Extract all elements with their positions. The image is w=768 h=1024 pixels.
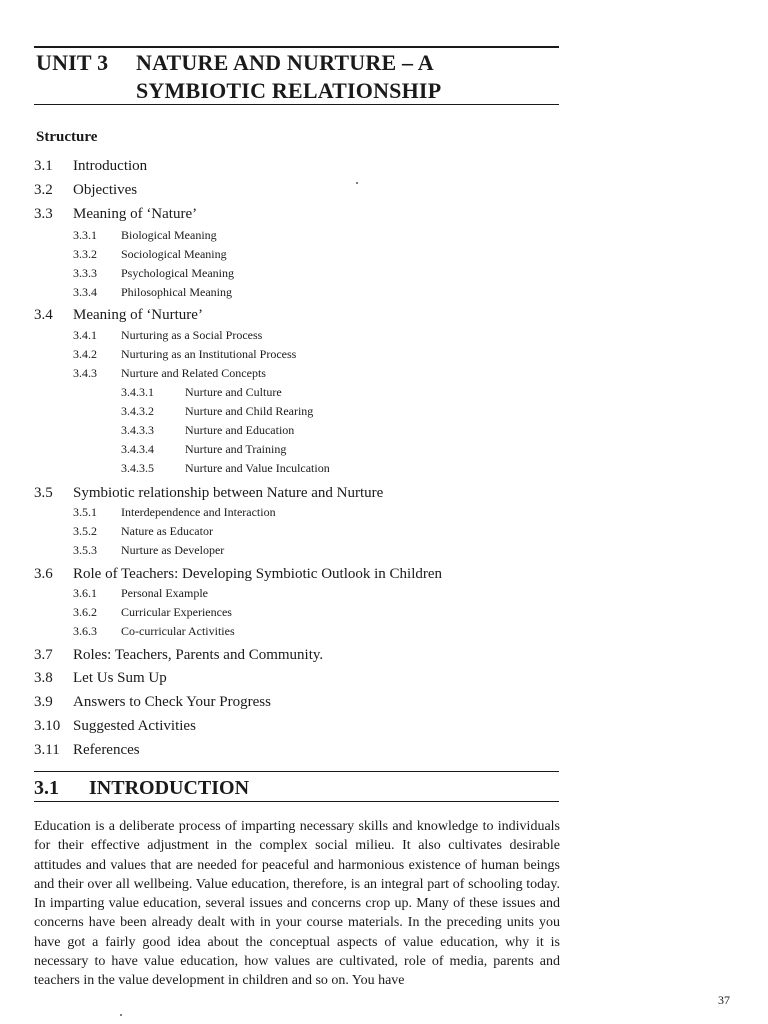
toc-title: Answers to Check Your Progress [73,694,271,710]
toc-number: 3.4.1 [73,328,97,342]
scan-speck [120,1014,122,1016]
toc-title: Nurture and Training [185,442,287,456]
unit-number: UNIT 3 [36,50,109,75]
toc-title: Sociological Meaning [121,247,227,261]
unit-bottom-rule [34,104,559,105]
toc-title: Psychological Meaning [121,266,234,280]
toc-title: Personal Example [121,586,208,600]
section-title: INTRODUCTION [89,777,250,799]
toc-number: 3.6 [34,566,53,582]
page-number: 37 [718,993,730,1007]
toc-number: 3.1 [34,158,53,174]
toc-number: 3.7 [34,647,53,663]
toc-title: Interdependence and Interaction [121,505,276,519]
toc-title: Co-curricular Activities [121,624,235,638]
toc-title: Roles: Teachers, Parents and Community. [73,647,324,663]
section-number: 3.1 [34,777,59,799]
toc-number: 3.6.1 [73,586,97,600]
toc-title: Objectives [73,182,138,198]
toc-title: Nurture and Child Rearing [185,404,314,418]
section-top-rule [34,771,559,772]
toc-number: 3.4.3.2 [121,404,154,418]
toc-title: Philosophical Meaning [121,285,232,299]
toc-number: 3.4.2 [73,347,97,361]
toc-title: Nurture as Developer [121,543,225,557]
toc-title: Role of Teachers: Developing Symbiotic Outlook in Children [73,566,443,582]
toc-title: Biological Meaning [121,228,217,242]
toc-title: Let Us Sum Up [73,670,167,686]
toc-number: 3.5.2 [73,524,97,538]
toc-number: 3.5 [34,485,53,501]
toc-number: 3.4 [34,307,53,323]
toc-title: Nurturing as a Social Process [121,328,263,342]
toc-number: 3.2 [34,182,53,198]
toc-title: References [73,742,140,758]
toc-number: 3.8 [34,670,53,686]
toc-number: 3.3 [34,206,53,222]
scan-speck [356,182,358,184]
toc-title: Nurture and Related Concepts [121,366,266,380]
toc-number: 3.11 [34,742,60,758]
unit-title-line-2: SYMBIOTIC RELATIONSHIP [136,78,442,103]
toc-number: 3.3.2 [73,247,97,261]
unit-top-rule [34,46,559,48]
toc-number: 3.3.4 [73,285,97,299]
toc-number: 3.4.3.5 [121,461,154,475]
toc-number: 3.3.1 [73,228,97,242]
toc-title: Curricular Experiences [121,605,232,619]
toc-number: 3.5.1 [73,505,97,519]
unit-title-line-1: NATURE AND NURTURE – A [136,50,434,75]
toc-title: Nurture and Education [185,423,295,437]
toc-number: 3.6.3 [73,624,97,638]
toc-number: 3.4.3.3 [121,423,154,437]
toc-number: 3.9 [34,694,53,710]
toc-number: 3.4.3.1 [121,385,154,399]
toc-title: Introduction [73,158,148,174]
toc-number: 3.6.2 [73,605,97,619]
structure-heading: Structure [36,129,98,145]
toc-title: Nurturing as an Institutional Process [121,347,297,361]
toc-title: Meaning of ‘Nature’ [73,206,198,222]
toc-title: Nurture and Value Inculcation [185,461,330,475]
toc-number: 3.4.3.4 [121,442,154,456]
toc-title: Meaning of ‘Nurture’ [73,307,203,323]
toc-number: 3.5.3 [73,543,97,557]
section-body-paragraph: Education is a deliberate process of imparting necessary skills and knowledge to individuals for their effective adjustment in the complex social milieu. It also cultivates desirable attitudes and values that are needed for peaceful and harmonious existence of human beings and their over all wellbeing. Value education, therefore, is an integral part of schooling today. In imparting value education, several issues and concerns crop up. Many of these issues and concerns have been already dealt with in your course materials. In the preceding units you have got a fairly good idea about the conceptual aspects of value education, why it is necessary to have value education, how values are cultivated, role of media, parents and teachers in the value development in children and so on. You have [34,819,560,989]
toc-number: 3.3.3 [73,266,97,280]
section-bottom-rule [34,801,559,802]
toc-title: Symbiotic relationship between Nature and Nurture [73,485,384,501]
toc-title: Nature as Educator [121,524,213,538]
toc-title: Nurture and Culture [185,385,282,399]
toc-number: 3.10 [34,718,61,734]
toc-title: Suggested Activities [73,718,196,734]
toc-number: 3.4.3 [73,366,97,380]
